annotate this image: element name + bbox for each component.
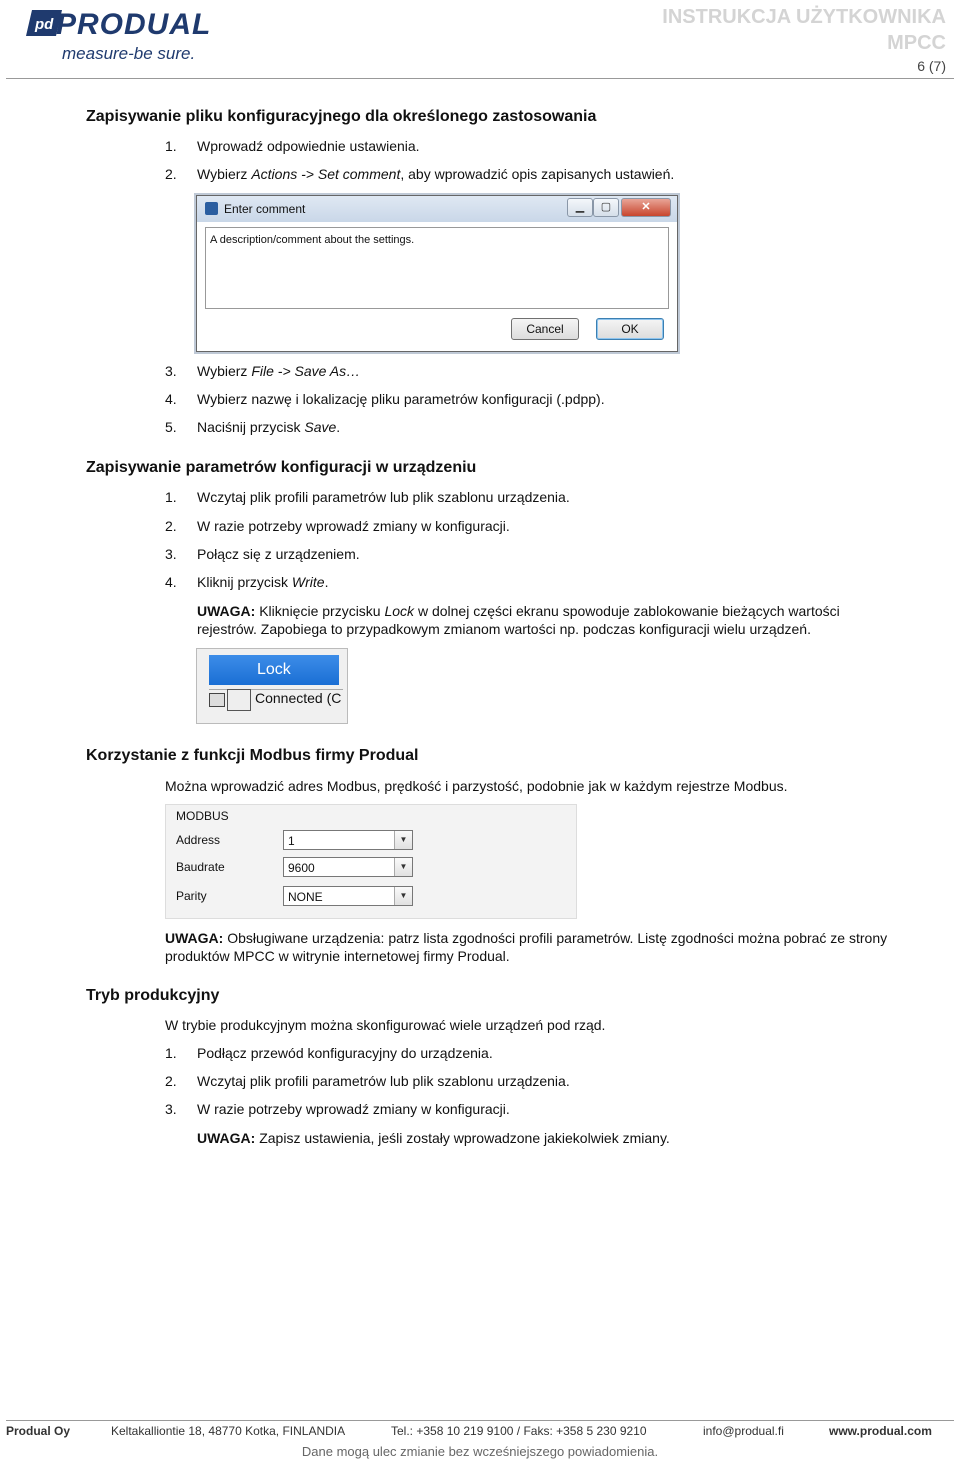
svg-text:pd: pd (35, 16, 54, 33)
parity-select[interactable]: NONE ▼ (283, 886, 413, 906)
production-intro: W trybie produkcyjnym można skonfigurować wiele urządzeń pod rząd. (165, 1017, 606, 1033)
footer-disclaimer: Dane mogą ulec zmianie bez wcześniejszego powiadomienia. (301, 1444, 659, 1459)
parity-label: Parity (176, 889, 207, 903)
modbus-group-label: MODBUS (176, 809, 229, 823)
section-heading-production-mode: Tryb produkcyjny (86, 987, 220, 1004)
footer-phone: Tel.: +358 10 219 9100 / Faks: +358 5 230 9210 (391, 1424, 647, 1438)
comment-textarea[interactable] (205, 227, 669, 309)
modbus-intro: Można wprowadzić adres Modbus, prędkość i parzystość, podobnie jak w każdym rejestrze Modbus. (165, 778, 788, 794)
footer-company: Produal Oy (6, 1424, 71, 1438)
page-number: 6 (7) (917, 58, 946, 74)
footer-divider (6, 1420, 954, 1421)
padlock-icon (209, 693, 225, 707)
app-icon (205, 202, 218, 215)
note-production: UWAGA: Zapisz ustawienia, jeśli zostały wprowadzone jakiekolwiek zmiany. (197, 1130, 670, 1146)
document-title-line1: INSTRUKCJA UŻYTKOWNIKA (662, 6, 946, 28)
enter-comment-dialog (196, 195, 678, 352)
note-lock: UWAGA: Kliknięcie przycisku Lock w dolnej części ekranu spowoduje zablokowanie bieżących wartości rejestrów. Zapobiega to przypadkowym zmianom wartości np. podczas konfiguracji wielu urządzeń. (197, 603, 840, 637)
ok-button[interactable]: OK (596, 318, 664, 340)
minimize-button[interactable]: ▁ (567, 198, 593, 217)
lock-toggle-icon[interactable] (227, 689, 251, 711)
connection-status: Connected (C (255, 690, 342, 706)
address-label: Address (176, 833, 221, 847)
maximize-button[interactable]: ▢ (593, 198, 619, 217)
baudrate-select[interactable]: 9600 ▼ (283, 857, 413, 877)
close-button[interactable]: ✕ (621, 198, 671, 217)
document-title (662, 4, 946, 56)
lock-screenshot (196, 648, 348, 724)
logo-tagline: measure-be sure. (62, 44, 196, 63)
section-heading-save-config: Zapisywanie pliku konfiguracyjnego dla określonego zastosowania (86, 108, 597, 125)
document-title-line2: MPCC (887, 32, 946, 54)
section-heading-modbus: Korzystanie z funkcji Modbus firmy Produal (86, 747, 419, 764)
section-heading-write-config: Zapisywanie parametrów konfiguracji w urządzeniu (86, 459, 477, 476)
dialog-title: Enter comment (224, 202, 306, 216)
footer-email[interactable]: info@produal.fi (703, 1424, 784, 1438)
footer-address: Keltakalliontie 18, 48770 Kotka, FINLANDIA (111, 1424, 346, 1438)
footer-web[interactable]: www.produal.com (829, 1424, 932, 1438)
lock-button[interactable]: Lock (209, 655, 339, 685)
chevron-down-icon: ▼ (394, 887, 412, 905)
chevron-down-icon: ▼ (394, 831, 412, 849)
cancel-button[interactable]: Cancel (511, 318, 579, 340)
header-divider (6, 78, 954, 79)
chevron-down-icon: ▼ (394, 858, 412, 876)
dialog-titlebar[interactable] (197, 196, 677, 222)
logo-wordmark: PRODUAL (56, 8, 212, 41)
note-modbus: UWAGA: Obsługiwane urządzenia: patrz lista zgodności profili parametrów. Listę zgodności można pobrać ze strony produktów MPCC w witrynie internetowej firmy Produal. (165, 930, 888, 964)
address-select[interactable]: 1 ▼ (283, 830, 413, 850)
comment-prompt: A description/comment about the settings. (210, 234, 415, 246)
modbus-settings-screenshot (165, 804, 577, 919)
baudrate-label: Baudrate (176, 860, 225, 874)
